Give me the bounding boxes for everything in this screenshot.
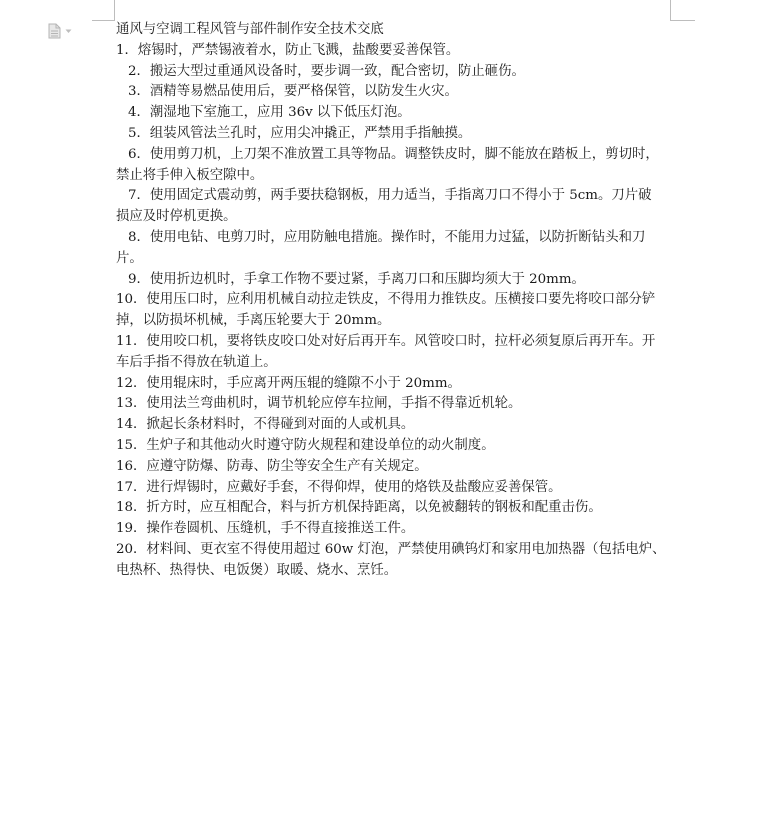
- document-line: 损应及时停机更换。: [116, 209, 237, 225]
- document-line: 禁止将手伸入板空隙中。: [116, 167, 264, 183]
- document-line: 2．搬运大型过重通风设备时，要步调一致，配合密切，防止砸伤。: [128, 63, 525, 79]
- document-line: 8．使用电钻、电剪刀时，应用防触电措施。操作时，不能用力过猛，以防折断钻头和刀: [128, 229, 646, 245]
- document-line: 5．组装风管法兰孔时，应用尖冲撬正，严禁用手指触摸。: [128, 125, 472, 141]
- document-line: 电热杯、热得快、电饭煲）取暖、烧水、烹饪。: [116, 562, 398, 578]
- document-line: 11．使用咬口机，要将铁皮咬口处对好后再开车。风管咬口时，拉杆必须复原后再开车。开: [116, 333, 656, 349]
- chevron-down-icon: [65, 29, 72, 34]
- document-icon: [48, 23, 61, 39]
- document-line: 20．材料间、更衣室不得使用超过 60w 灯泡，严禁使用碘钨灯和家用电加热器（包括电炉、: [116, 541, 666, 557]
- document-line: 17．进行焊锡时，应戴好手套，不得仰焊，使用的烙铁及盐酸应妥善保管。: [116, 479, 562, 495]
- document-line: 6．使用剪刀机，上刀架不准放置工具等物品。调整铁皮时，脚不能放在踏板上，剪切时，: [128, 146, 659, 162]
- document-line: 18．折方时，应互相配合，料与折方机保持距离，以免被翻转的钢板和配重击伤。: [116, 500, 602, 516]
- document-line: 13．使用法兰弯曲机时，调节机轮应停车拉闸，手指不得靠近机轮。: [116, 396, 522, 412]
- page-corner-mark-left: [92, 0, 115, 21]
- paragraph-options-button[interactable]: [48, 22, 78, 40]
- document-line: 10．使用压口时，应利用机械自动拉走铁皮，不得用力推铁皮。压横接口要先将咬口部分铲: [116, 292, 656, 308]
- document-line: 9．使用折边机时，手拿工作物不要过紧，手离刀口和压脚均须大于 20mm。: [128, 271, 585, 287]
- document-line: 4．潮湿地下室施工，应用 36v 以下低压灯泡。: [128, 105, 411, 121]
- document-line: 12．使用辊床时，手应离开两压辊的缝隙不小于 20mm。: [116, 375, 461, 391]
- document-line: 车后手指不得放在轨道上。: [116, 354, 277, 370]
- document-body: [116, 20, 676, 582]
- document-title: 通风与空调工程风管与部件制作安全技术交底: [116, 22, 384, 37]
- document-line: 7．使用固定式震动剪，两手要扶稳钢板，用力适当，手指离刀口不得小于 5cm。刀片破: [128, 188, 652, 204]
- document-line: 19．操作卷圆机、压缝机，手不得直接推送工件。: [116, 521, 415, 537]
- document-line: 1．熔锡时，严禁锡液着水，防止飞溅，盐酸要妥善保管。: [116, 42, 460, 58]
- document-line: 14．掀起长条材料时，不得碰到对面的人或机具。: [116, 417, 415, 433]
- document-line: 片。: [116, 250, 143, 266]
- document-line: 3．酒精等易燃品使用后，要严格保管，以防发生火灾。: [128, 84, 458, 100]
- document-line: 16．应遵守防爆、防毒、防尘等安全生产有关规定。: [116, 458, 428, 474]
- document-line: 掉，以防损坏机械，手离压轮要大于 20mm。: [116, 313, 391, 329]
- page-corner-mark-right: [670, 0, 695, 21]
- document-line: 15．生炉子和其他动火时遵守防火规程和建设单位的动火制度。: [116, 437, 495, 453]
